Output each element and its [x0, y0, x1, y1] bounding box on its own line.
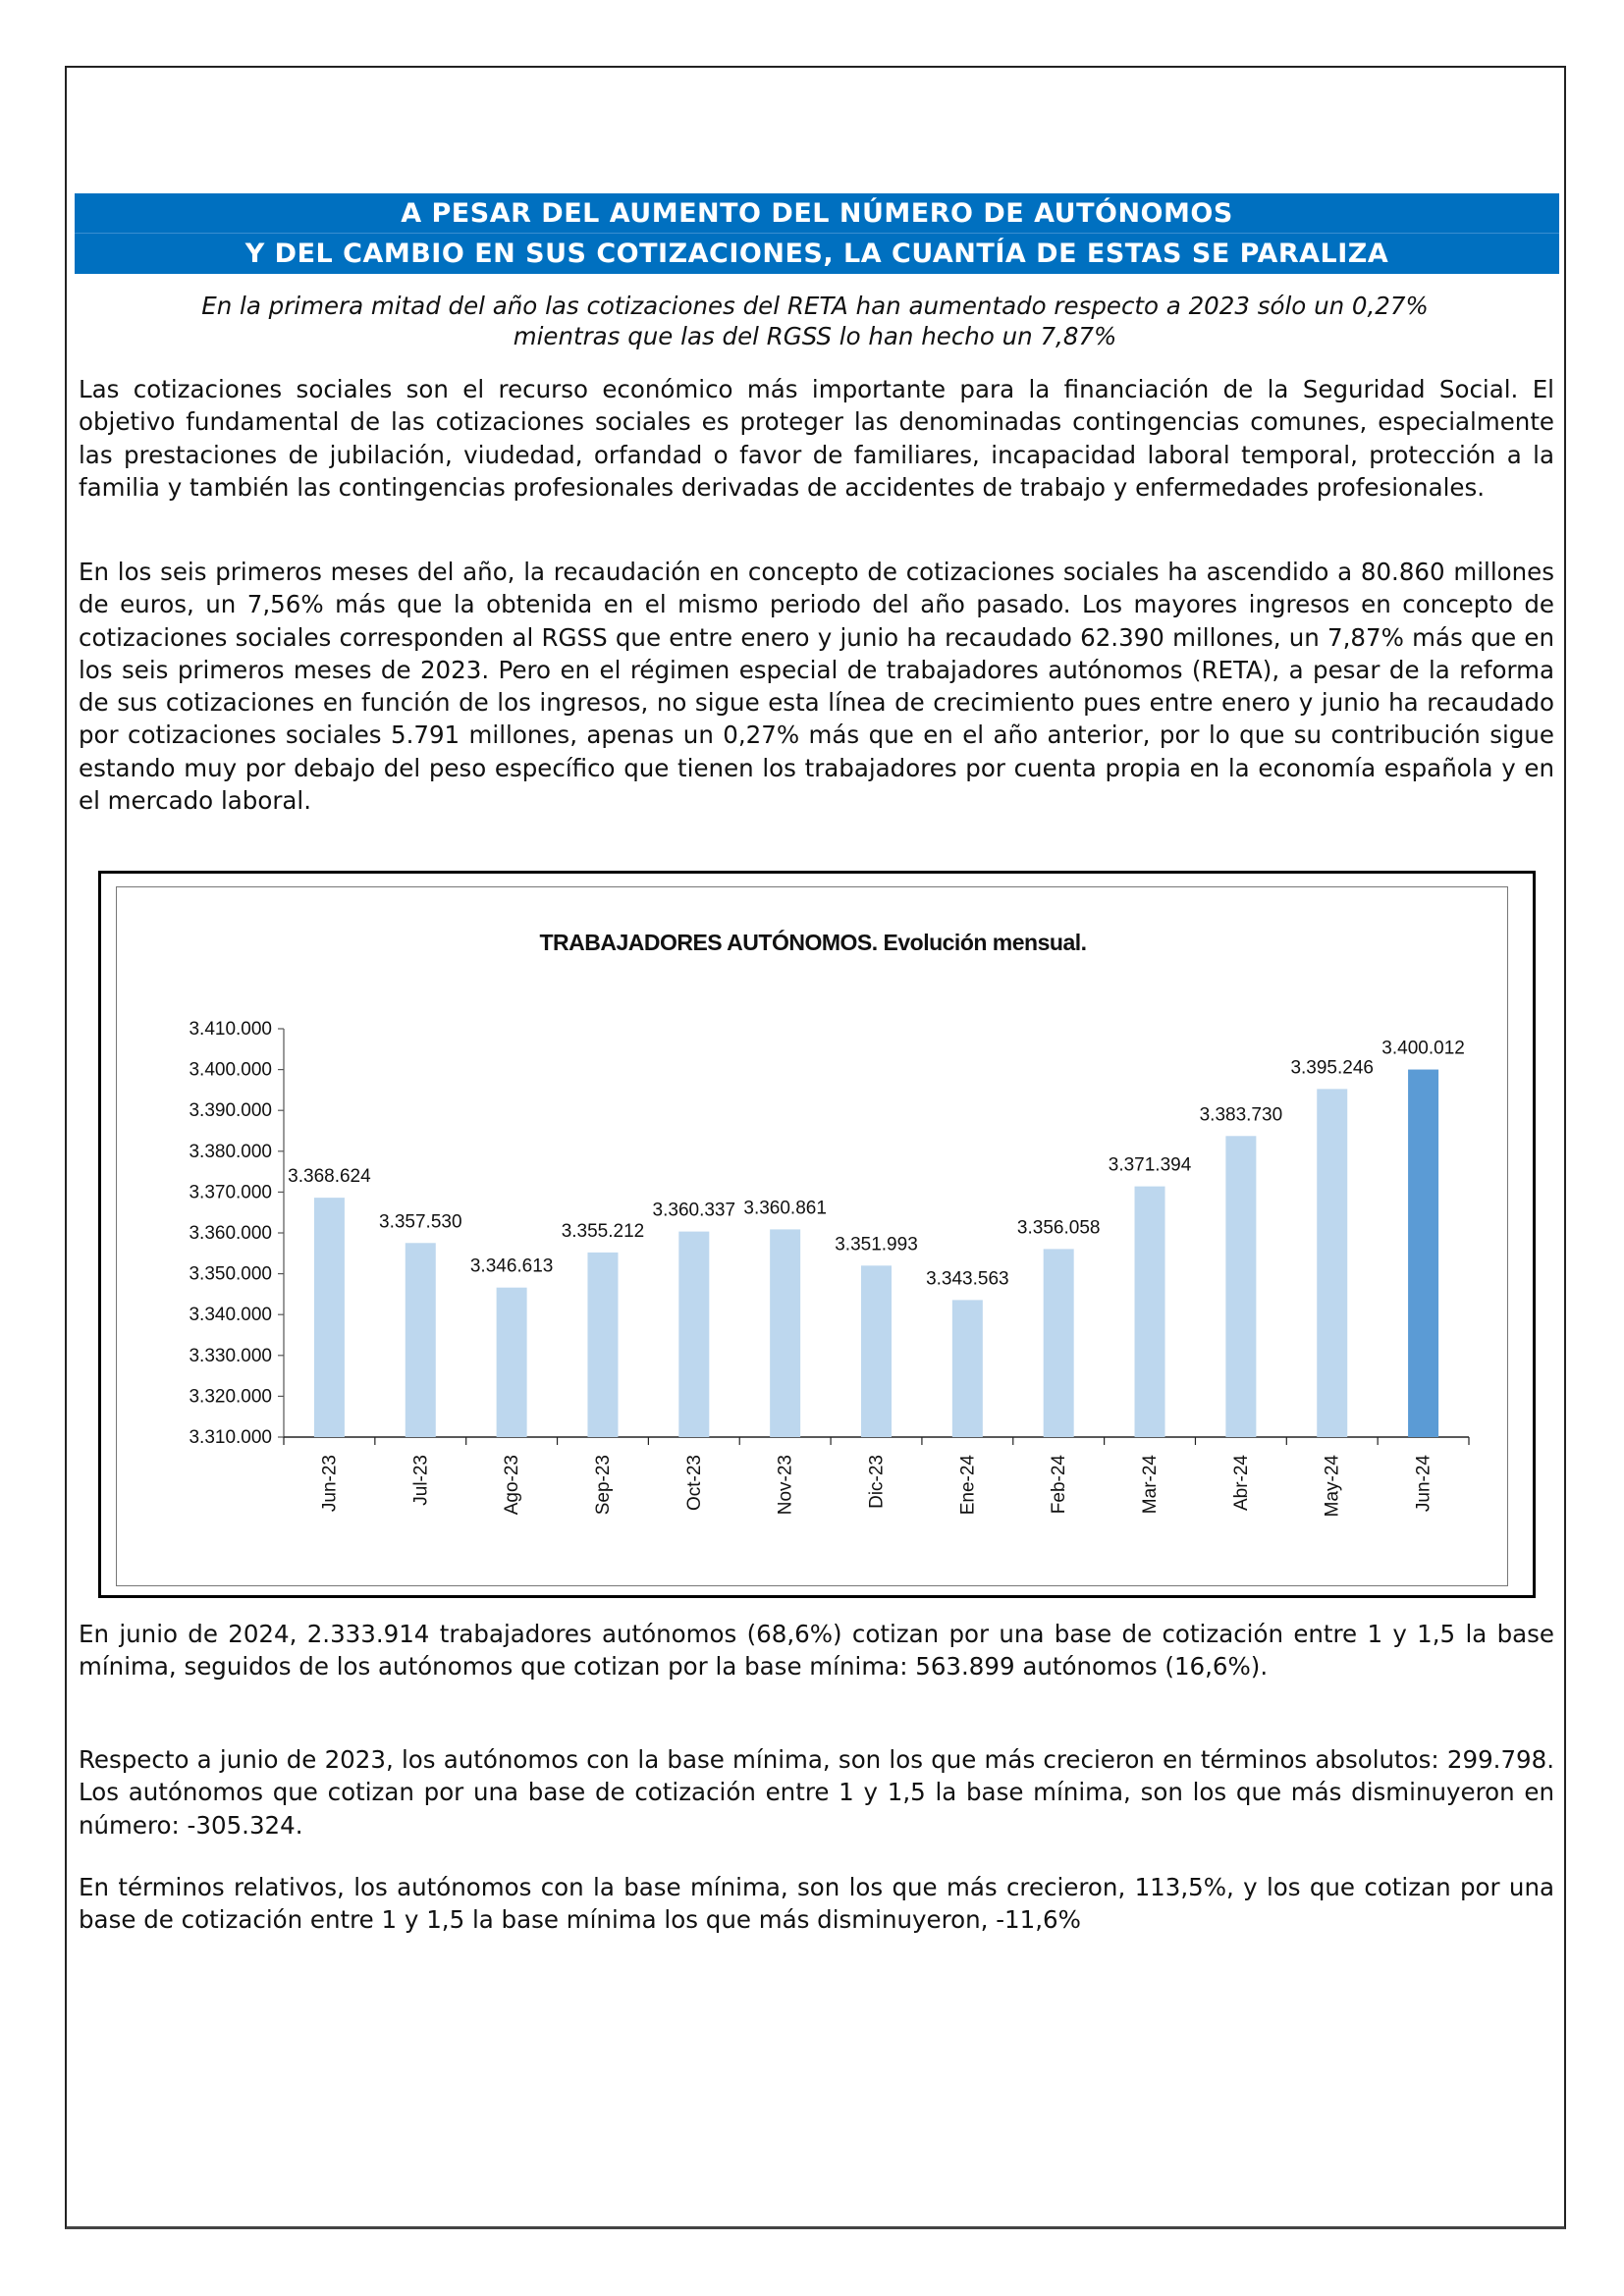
bar — [1044, 1249, 1074, 1437]
y-tick-label: 3.360.000 — [189, 1223, 272, 1244]
paragraph-recaudacion: En los seis primeros meses del año, la recaudación en concepto de cotizaciones sociales ha ascendido a 80.860 millones de euros, un 7,56% más que la obtenida en el mismo periodo del año pasado. Los mayores ingresos en concepto de cotizaciones sociales corresponden al RGSS que entre enero y junio ha recaudado 62.390 millones, un 7,87% más que en los seis primeros meses de 2023. Pero en el régimen especial de trabajadores autónomos (RETA), a pesar de la reforma de sus cotizaciones en función de los ingresos, no sigue esta línea de crecimiento pues entre enero y junio ha recaudado por cotizaciones sociales 5.791 millones, apenas un 0,27% más que en el año anterior, por lo que su contribución sigue estando muy por debajo del peso específico que tienen los trabajadores por cuenta propia en la economía española y en el mercado laboral. — [79, 558, 1554, 816]
bar-value-label: 3.343.563 — [926, 1268, 1009, 1290]
bar — [678, 1232, 709, 1437]
paragraph-respecto-junio-2023: Respecto a junio de 2023, los autónomos con la base mínima, son los que más crecieron en términos absolutos: 299.798. Los autónomos que cotizan por una base de cotización entre 1 y 1,5 la base mínima, son los que más disminuyeron en número: -305.324. — [79, 1745, 1554, 1840]
bar — [861, 1265, 892, 1437]
bar-value-label: 3.368.624 — [288, 1166, 371, 1188]
bar-chart — [116, 886, 1508, 1586]
y-tick-label: 3.390.000 — [189, 1100, 272, 1122]
bar-value-label: 3.360.337 — [652, 1200, 736, 1221]
paragraph-terminos-relativos: En términos relativos, los autónomos con la base mínima, son los que más crecieron, 113,5%, y los que cotizan por una base de cotización entre 1 y 1,5 la base mínima los que más disminuyeron, -11,6% — [79, 1873, 1554, 1935]
x-category-label: Jun-24 — [1413, 1455, 1435, 1513]
bar — [1317, 1089, 1347, 1437]
x-category-label: Nov-23 — [775, 1455, 796, 1516]
y-tick-label: 3.370.000 — [189, 1182, 272, 1203]
bar-value-label: 3.346.613 — [469, 1255, 554, 1277]
chart-title: TRABAJADORES AUTÓNOMOS. Evolución mensual. — [539, 930, 1087, 955]
bar-value-label: 3.351.993 — [835, 1234, 918, 1255]
y-tick-label: 3.380.000 — [189, 1141, 272, 1162]
y-tick-label: 3.320.000 — [189, 1386, 272, 1408]
x-category-label: May-24 — [1322, 1455, 1343, 1518]
x-category-label: Dic-23 — [866, 1455, 888, 1509]
bar — [406, 1243, 436, 1437]
subheadline-line-2: mientras que las del RGSS lo han hecho un 7,87% — [513, 322, 1117, 350]
headline-line-2: Y DEL CAMBIO EN SUS COTIZACIONES, LA CUANTÍA DE ESTAS SE PARALIZA — [244, 239, 1389, 269]
bar — [1225, 1136, 1256, 1437]
bar-value-label: 3.400.012 — [1381, 1038, 1465, 1059]
bar-value-label: 3.395.246 — [1290, 1057, 1374, 1079]
x-category-label: Abr-24 — [1230, 1455, 1252, 1512]
x-category-label: Jun-23 — [319, 1455, 341, 1513]
y-tick-label: 3.340.000 — [189, 1305, 272, 1326]
y-tick-label: 3.310.000 — [189, 1427, 272, 1448]
subheadline-line-1: En la primera mitad del año las cotizaciones del RETA han aumentado respecto a 2023 sólo un 0,27% — [201, 292, 1429, 320]
headline-banner — [75, 193, 1559, 274]
bar-value-label: 3.355.212 — [561, 1220, 645, 1242]
y-tick-label: 3.400.000 — [189, 1059, 272, 1081]
bar-value-label: 3.356.058 — [1016, 1217, 1101, 1239]
subheadline — [79, 291, 1551, 351]
bar-value-label: 3.371.394 — [1108, 1154, 1192, 1176]
bar-value-label: 3.360.861 — [743, 1198, 827, 1219]
bar — [314, 1198, 345, 1437]
paragraph-cotizaciones-intro: Las cotizaciones sociales son el recurso económico más importante para la financiación de la Seguridad Social. El objetivo fundamental de las cotizaciones sociales es proteger las denominadas contingencias comunes, especialmente las prestaciones de jubilación, viudedad, orfandad o favor de familiares, incapacidad laboral temporal, protección a la familia y también las contingencias profesionales derivadas de accidentes de trabajo y enfermedades profesionales. — [79, 375, 1554, 502]
x-category-label: Oct-23 — [683, 1455, 705, 1512]
bar — [1408, 1070, 1438, 1437]
x-category-label: Mar-24 — [1140, 1455, 1162, 1515]
x-category-label: Ene-24 — [957, 1455, 979, 1516]
x-category-label: Ago-23 — [502, 1455, 523, 1516]
bar — [952, 1300, 983, 1437]
headline-line-1: A PESAR DEL AUMENTO DEL NÚMERO DE AUTÓNOMOS — [75, 193, 1559, 234]
chart-plot-area — [117, 887, 1509, 1587]
y-tick-label: 3.350.000 — [189, 1263, 272, 1285]
x-category-label: Feb-24 — [1049, 1455, 1070, 1515]
y-tick-label: 3.330.000 — [189, 1345, 272, 1366]
bar-value-label: 3.357.530 — [379, 1211, 462, 1233]
bar — [770, 1229, 800, 1437]
x-category-label: Sep-23 — [592, 1455, 614, 1516]
bar-value-label: 3.383.730 — [1199, 1104, 1283, 1126]
x-category-label: Jul-23 — [410, 1455, 432, 1506]
bar — [587, 1253, 618, 1437]
paragraph-junio-2024: En junio de 2024, 2.333.914 trabajadores autónomos (68,6%) cotizan por una base de cotización entre 1 y 1,5 la base mínima, seguidos de los autónomos que cotizan por la base mínima: 563.899 autónomos (16,6%). — [79, 1620, 1554, 1682]
bar — [497, 1288, 527, 1437]
y-tick-label: 3.410.000 — [189, 1019, 272, 1040]
bar — [1135, 1187, 1165, 1437]
